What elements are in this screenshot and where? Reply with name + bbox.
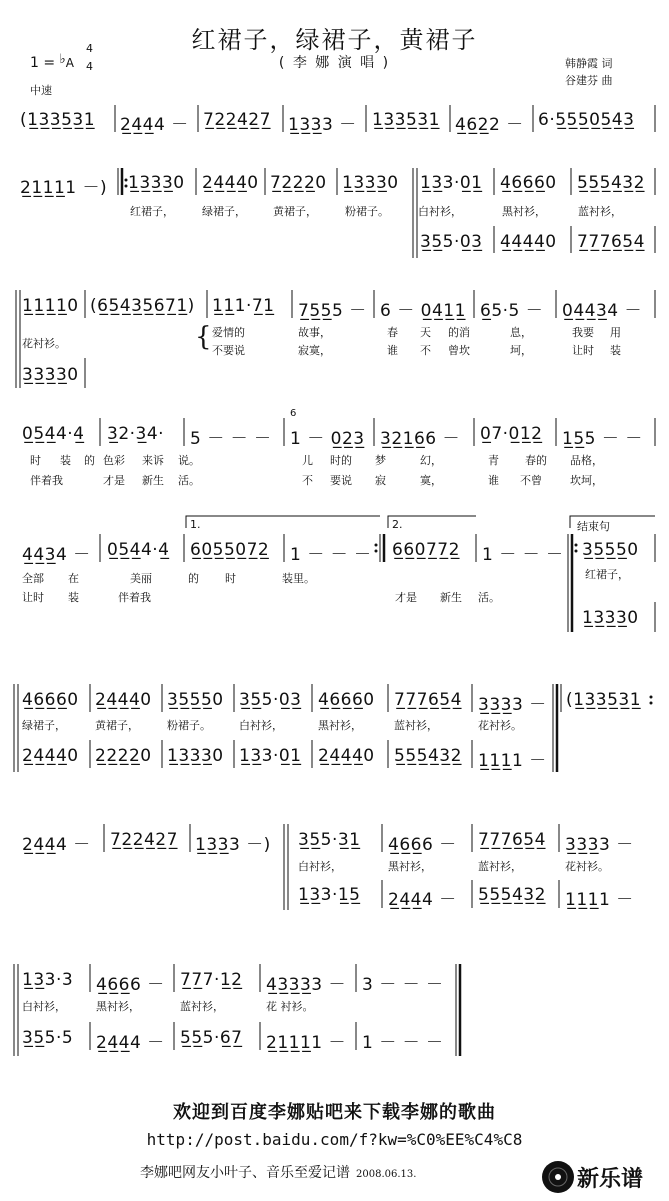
measure-lower: 1̲3̲3̲3̲0: [582, 608, 639, 628]
lyric: 在: [68, 572, 79, 585]
lyric: 黑衬衫，: [318, 719, 362, 732]
measure: 3̲5̲5·3̲1̲: [298, 830, 361, 850]
song-title: 红裙子，绿裙子，黄裙子: [191, 26, 478, 54]
lyric: 时: [30, 454, 41, 467]
lyric: 色彩: [103, 454, 125, 467]
lyric: 装: [610, 344, 621, 357]
measure-lower: 1̲3̲3·1̲5̲: [298, 885, 361, 905]
ending-label: 结束句: [577, 520, 610, 533]
lyric: 才是: [103, 474, 125, 487]
lyric: 白衬衫，: [298, 860, 342, 873]
measure: 3 － － －: [362, 975, 444, 995]
measure-lower: 5̲5̲5̲4̲3̲2̲: [394, 746, 462, 766]
measure: 7̲2̲2̲4̲2̲7̲: [203, 110, 271, 130]
lyric: 儿: [302, 454, 313, 467]
measure: 7̲7̲7̲6̲5̲4̲: [394, 690, 462, 710]
lyric: 让时: [22, 591, 44, 604]
lyric: 黑衬衫，: [502, 205, 546, 218]
measure: 1̲1̲1·7̲1̲: [212, 296, 275, 316]
lyric: 用: [610, 326, 621, 339]
lyric: 白衬衫，: [239, 719, 283, 732]
volta-1: 1.: [190, 518, 201, 531]
lyric: 全部: [22, 572, 44, 585]
lyric: 春的: [525, 454, 547, 467]
lyric: 花衬衫。: [565, 860, 609, 873]
fermata-mark: 6: [290, 408, 297, 419]
measure: 7̲2̲2̲2̲0: [270, 173, 327, 193]
measure: 3̲3̲3̲3 －: [478, 695, 547, 715]
lyric: 不曾: [520, 474, 542, 487]
lyric: 坎坷，: [570, 474, 603, 487]
lyric: 绿裙子，: [202, 205, 246, 218]
lyric: 故事，: [298, 326, 331, 339]
lyric: 寂: [375, 474, 386, 487]
lyric: 蓝衬衫，: [394, 719, 438, 732]
lyric: 天: [420, 326, 431, 339]
lyric: 的消: [448, 326, 470, 339]
lyric: 谁: [387, 344, 398, 357]
lyric: 新生: [142, 474, 164, 487]
measure: 3̲3̲3̲3 －: [565, 835, 634, 855]
lyric: 让时: [572, 344, 594, 357]
lyric: 品格，: [570, 454, 603, 467]
verse-brace: {: [195, 322, 212, 352]
measure: 7̲2̲2̲4̲2̲7̲: [110, 830, 178, 850]
lyric: 新生: [440, 591, 462, 604]
lyric: 青: [488, 454, 499, 467]
lyric: 粉裙子。: [345, 205, 389, 218]
tempo-marking: 中速: [30, 84, 52, 97]
measure-lower: 1̲1̲1̲1 －: [565, 890, 634, 910]
measure: 0̲7·0̲1̲2̲: [480, 424, 543, 444]
measure: 0̲5̲4̲4·4̲: [107, 540, 170, 560]
lyric: 时的: [330, 454, 352, 467]
measure: 4̲6̲6̲6 －: [388, 835, 457, 855]
lyric: 梦: [375, 454, 386, 467]
lyric: 蓝衬衫，: [578, 205, 622, 218]
measure: 4̲4̲3̲4 －: [22, 545, 91, 565]
lyric: 黄裙子，: [95, 719, 139, 732]
measure: 1̲3̲3̲3 －: [288, 115, 357, 135]
lyric: 装: [60, 454, 71, 467]
measure: 4̲6̲2̲2 －: [455, 115, 524, 135]
measure: 4̲6̲6̲6̲0: [500, 173, 557, 193]
measure: 1 － － －: [290, 545, 372, 565]
lyric: 装: [68, 591, 79, 604]
lyric: 坷，: [510, 344, 532, 357]
lyric: 粉裙子。: [167, 719, 211, 732]
volta-2: 2.: [392, 518, 403, 531]
measure: 6̲6̲0̲7̲7̲2̲: [392, 540, 460, 560]
lyric: 黄裙子，: [273, 205, 317, 218]
measure: 0̲5̲4̲4·4̲: [22, 424, 85, 444]
measure: 2̲4̲4̲4̲0: [202, 173, 259, 193]
time-signature-top: 4: [86, 42, 93, 55]
lyric: 活。: [478, 591, 500, 604]
measure: (1̲3̲3̲5̲3̲1̲: [566, 690, 642, 710]
measure: 5̲5̲5̲4̲3̲2̲: [577, 173, 645, 193]
measure: 1̲3̲3̲3 －): [195, 835, 271, 855]
measure: 3̲2̲1̲6̲6 －: [380, 429, 460, 449]
lyric: 花 衬衫。: [266, 1000, 314, 1013]
measure-lower: 2̲4̲4̲4̲0: [22, 746, 79, 766]
measure: 4̲6̲6̲6̲0: [318, 690, 375, 710]
measure: 6̲0̲5̲5̲0̲7̲2̲: [190, 540, 270, 560]
lyric: 时: [225, 572, 236, 585]
lyric: 说。: [178, 454, 200, 467]
lyricist-credit: 韩静霞 词: [565, 57, 613, 70]
lyric: 白衬衫，: [418, 205, 462, 218]
measure: 1̲5̲5 － －: [562, 429, 643, 449]
key-signature: 1 = ♭A: [30, 52, 74, 71]
measure-lower: 7̲7̲7̲6̲5̲4̲: [577, 232, 645, 252]
measure: 5 － － －: [190, 429, 272, 449]
measure: 1̲3̲3̲3̲0: [128, 173, 185, 193]
lyric: 黑衬衫，: [96, 1000, 140, 1013]
measure: 4̲3̲3̲3̲3 －: [266, 975, 346, 995]
measure-lower: 2̲1̲1̲1̲1 －: [266, 1033, 346, 1053]
measure: 6̲5·5 －: [480, 301, 544, 321]
measure: 3̲2·3̲4·: [107, 424, 165, 444]
measure: 1 － － －: [482, 545, 564, 565]
measure: 3̲5̲5̲5̲0: [582, 540, 639, 560]
measure: 2̲4̲4̲4̲0: [95, 690, 152, 710]
measure: 3̲5̲5·0̲3̲: [239, 690, 302, 710]
lyric: 息，: [510, 326, 532, 339]
measure-lower: 1̲3̲3̲3̲0: [167, 746, 224, 766]
lyric: 伴着我: [118, 591, 151, 604]
lyric: 不: [302, 474, 313, 487]
lyric: 寞，: [420, 474, 442, 487]
lyric: 来诉: [142, 454, 164, 467]
lyric: 美丽: [130, 572, 152, 585]
measure: 0̲4̲4̲3̲4 －: [562, 301, 642, 321]
measure-lower: 1̲1̲1̲1 －: [478, 751, 547, 771]
measure: 2̲4̲4̲4 －: [120, 115, 189, 135]
measure-lower: 3̲3̲3̲3̲0: [22, 365, 79, 385]
lyric: 才是: [395, 591, 417, 604]
lyric: 伴着我: [30, 474, 63, 487]
measure-lower: 2̲2̲2̲2̲0: [95, 746, 152, 766]
lyric: 的: [188, 572, 199, 585]
measure-lower: 2̲4̲4̲4 －: [96, 1033, 165, 1053]
measure-lower: 1̲3̲3·0̲1̲: [239, 746, 302, 766]
disc-icon: [541, 1160, 575, 1194]
site-logo-text: 新乐谱: [577, 1167, 644, 1192]
measure: 1̲3̲3·0̲1̲: [420, 173, 483, 193]
lyric: 我要: [572, 326, 594, 339]
measure-lower: 5̲5̲5̲4̲3̲2̲: [478, 885, 546, 905]
lyric: 红裙子，: [130, 205, 174, 218]
lyric: 花衬衫。: [22, 337, 66, 350]
composer-credit: 谷建芬 曲: [565, 74, 613, 87]
measure: 2̲1̲1̲1̲1 －): [20, 178, 108, 198]
measure: 4̲6̲6̲6̲0: [22, 690, 79, 710]
measure: 1̲1̲1̲1̲0: [22, 296, 79, 316]
lyric: 活。: [178, 474, 200, 487]
measure: 6 － 0̲4̲1̲1̲: [380, 301, 466, 321]
measure: 1 － 0̲2̲3̲: [290, 429, 365, 449]
download-link[interactable]: http://post.baidu.com/f?kw=%C0%EE%C4%C8: [146, 1130, 523, 1149]
measure-lower: 4̲4̲4̲4̲0: [500, 232, 557, 252]
measure: 7̲7̲7̲6̲5̲4̲: [478, 830, 546, 850]
time-signature-bottom: 4: [86, 60, 93, 73]
lyric: 蓝衬衫，: [478, 860, 522, 873]
measure: 2̲4̲4̲4 －: [22, 835, 91, 855]
measure: (6̲5̲4̲3̲5̲6̲7̲1̲): [90, 296, 195, 316]
lyric: 爱情的: [212, 326, 245, 339]
measure: 1̲3̲3̲3̲0: [342, 173, 399, 193]
download-note: 欢迎到百度李娜贴吧来下载李娜的歌曲: [173, 1102, 496, 1123]
measure: 7̲5̲5̲5 －: [298, 301, 367, 321]
measure-lower: 3̲5̲5·5: [22, 1028, 74, 1048]
measure-lower: 5̲5̲5·6̲7̲: [180, 1028, 243, 1048]
lyric: 绿裙子，: [22, 719, 66, 732]
measure: 4̲6̲6̲6 －: [96, 975, 165, 995]
measure-lower: 3̲5̲5·0̲3̲: [420, 232, 483, 252]
measure: 3̲5̲5̲5̲0: [167, 690, 224, 710]
lyric: 幻，: [420, 454, 442, 467]
transcriber-credit: 李娜吧网友小叶子、音乐至爱记谱 2008.06.13.: [140, 1165, 417, 1181]
lyric: 红裙子，: [585, 568, 629, 581]
lyric: 不: [420, 344, 431, 357]
lyric: 要说: [330, 474, 352, 487]
lyric: 曾坎: [448, 344, 470, 357]
lyric: 蓝衬衫，: [180, 1000, 224, 1013]
lyric: 装里。: [282, 572, 315, 585]
lyric: 春: [387, 326, 398, 339]
lyric: 谁: [488, 474, 499, 487]
performer-subtitle: ( 李 娜 演 唱 ): [278, 55, 391, 71]
measure-lower: 2̲4̲4̲4 －: [388, 890, 457, 910]
lyric: 黑衬衫，: [388, 860, 432, 873]
measure: 7̲7̲7·1̲2̲: [180, 970, 243, 990]
measure-lower: 1 － － －: [362, 1033, 444, 1053]
measure-lower: 2̲4̲4̲4̲0: [318, 746, 375, 766]
measure: 1̲3̲3̲5̲3̲1̲: [372, 110, 440, 130]
lyric: 的: [84, 454, 95, 467]
measure: 1̲3̲3·3: [22, 970, 74, 990]
measure: 6·5̲5̲5̲0̲5̲4̲3̲: [538, 110, 635, 130]
lyric: 花衬衫。: [478, 719, 522, 732]
lyric: 寂寞，: [298, 344, 331, 357]
lyric: 不要说: [212, 344, 245, 357]
measure: (1̲3̲3̲5̲3̲1̲: [20, 110, 96, 130]
lyric: 白衬衫，: [22, 1000, 66, 1013]
